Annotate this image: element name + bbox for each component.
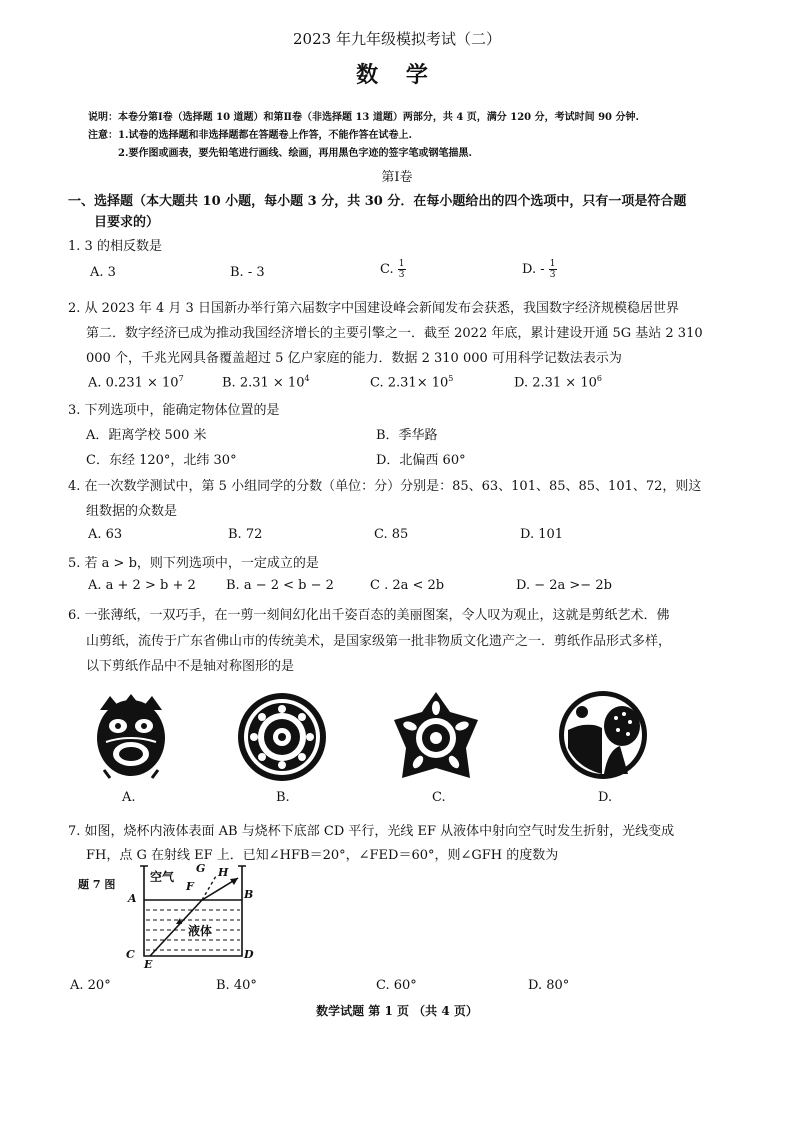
instructions-line-2: 注意：1.试卷的选择题和非选择题都在答题卷上作答，不能作答在试卷上. <box>88 130 412 141</box>
q1-option-d-fraction: $\frac{1}{3}$ <box>549 259 556 280</box>
q7-figure-title: 题 7 图 <box>78 878 116 891</box>
q7-point-b: B <box>244 888 254 901</box>
q6-line1: 6. 一张薄纸，一双巧手，在一剪一刻间幻化出千姿百态的美丽图案，令人叹为观止，这就是剪纸艺术．佛 <box>68 608 670 623</box>
q3-option-a: A．距离学校 500 米 <box>86 428 207 443</box>
q1-option-d-label: D. - <box>522 262 545 277</box>
q7-point-h: H <box>218 866 229 879</box>
q7-option-d: D. 80° <box>528 978 570 993</box>
q4-option-d: D. 101 <box>520 527 564 542</box>
q6-line3: 以下剪纸作品中不是轴对称图形的是 <box>86 659 295 674</box>
q6-option-b-label: B. <box>276 790 290 805</box>
q3-option-d: D．北偏西 60° <box>376 453 466 468</box>
q7-point-a: A <box>128 892 137 905</box>
q5-option-a: A. a + 2 > b + 2 <box>88 578 196 593</box>
q7-line2: FH，点 G 在射线 EF 上．已知∠HFB＝20°，∠FED＝60°，则∠GFH 的度数为 <box>86 848 559 863</box>
q4-option-b: B. 72 <box>228 527 263 542</box>
q7-option-a: A. 20° <box>70 978 111 993</box>
q2-option-c: C. $2.31\times 10^5$ <box>370 374 454 391</box>
q6-line2: 山剪纸，流传于广东省佛山市的传统美术，是国家级第一批非物质文化遗产之一．剪纸作品形式多样， <box>86 634 672 649</box>
q7-point-e: E <box>144 958 153 971</box>
q3-option-b: B．季华路 <box>376 428 438 443</box>
q7-point-f: F <box>186 880 194 893</box>
q7-liquid-label: 液体 <box>188 924 213 938</box>
q5-option-d: D. − 2a >− 2b <box>516 578 612 593</box>
q7-option-b: B. 40° <box>216 978 257 993</box>
q5-option-c: C . 2a < 2b <box>370 578 445 593</box>
q3-stem: 3. 下列选项中，能确定物体位置的是 <box>68 403 280 418</box>
papercut-pentagon-flower-image <box>388 690 484 782</box>
papercut-round-rosette-image <box>237 692 327 782</box>
q1-option-a: A. 3 <box>90 265 116 280</box>
papercut-peacock-scene-image <box>558 690 648 780</box>
q1-option-c-label: C. <box>380 262 394 277</box>
page-footer: 数学试题 第 1 页 （共 4 页） <box>316 1004 478 1018</box>
q5-option-b: B. a − 2 < b − 2 <box>226 578 334 593</box>
q6-option-a-label: A. <box>122 790 136 805</box>
q7-point-c: C <box>126 948 135 961</box>
q4-line2: 组数据的众数是 <box>86 504 178 519</box>
q2-line1: 2. 从 2023 年 4 月 3 日国新办举行第六届数字中国建设峰会新闻发布会获悉，我国数字经济规模稳居世界 <box>68 301 679 316</box>
q3-option-c: C．东经 120°，北纬 30° <box>86 453 237 468</box>
q7-air-label: 空气 <box>150 870 175 884</box>
exam-title: 2023 年九年级模拟考试（二） <box>293 30 501 48</box>
q2-option-d: D. $2.31 \times 10^6$ <box>514 374 602 391</box>
q6-option-c-label: C. <box>432 790 446 805</box>
q1-option-c-fraction: $\frac{1}{3}$ <box>398 259 405 280</box>
q7-beaker-diagram <box>120 858 260 974</box>
q1-stem: 1. 3 的相反数是 <box>68 239 162 254</box>
part1-heading-line2: 目要求的） <box>94 215 160 230</box>
q2-line2: 第二．数字经济已成为推动我国经济增长的主要引擎之一．截至 2022 年底，累计建设开通 5G 基站 2 310 <box>86 326 703 341</box>
q7-point-g: G <box>196 862 206 875</box>
q4-line1: 4. 在一次数学测试中，第 5 小组同学的分数（单位：分）分别是：85、63、101、85、85、101、72，则这 <box>68 479 702 494</box>
q4-option-c: C. 85 <box>374 527 409 542</box>
q5-stem: 5. 若 a > b，则下列选项中，一定成立的是 <box>68 556 319 571</box>
q4-option-a: A. 63 <box>88 527 123 542</box>
part1-heading-line1: 一、选择题（本大题共 10 小题，每小题 3 分，共 30 分．在每小题给出的四个选项中，只有一项是符合题 <box>68 194 687 209</box>
section-title: 第Ⅰ卷 <box>381 170 413 185</box>
q7-option-c: C. 60° <box>376 978 417 993</box>
q1-option-d <box>522 259 557 280</box>
instructions-line-1: 说明：本卷分第Ⅰ卷（选择题 10 道题）和第Ⅱ卷（非选择题 13 道题）两部分，共 4 页，满分 120 分，考试时间 90 分钟. <box>88 112 639 123</box>
q7-line1: 7. 如图，烧杯内液体表面 AB 与烧杯下底部 CD 平行，光线 EF 从液体中射向空气时发生折射，光线变成 <box>68 824 675 839</box>
q6-option-d-label: D. <box>598 790 613 805</box>
q7-point-d: D <box>244 948 254 961</box>
q1-option-c <box>380 259 406 280</box>
q2-option-a: A. $0.231 \times 10^7$ <box>88 374 184 391</box>
papercut-lion-head-image <box>90 690 172 782</box>
q2-line3: 000 个，千兆光网具备覆盖超过 5 亿户家庭的能力．数据 2 310 000 可用科学记数法表示为 <box>86 351 622 366</box>
subject-title: 数 学 <box>356 62 438 88</box>
q2-option-b: B. $2.31 \times 10^4$ <box>222 374 310 391</box>
instructions-line-3: 2.要作图或画表，要先铅笔进行画线、绘画，再用黑色字迹的签字笔或钢笔描黑. <box>118 148 472 159</box>
q1-option-b: B. - 3 <box>230 265 265 280</box>
